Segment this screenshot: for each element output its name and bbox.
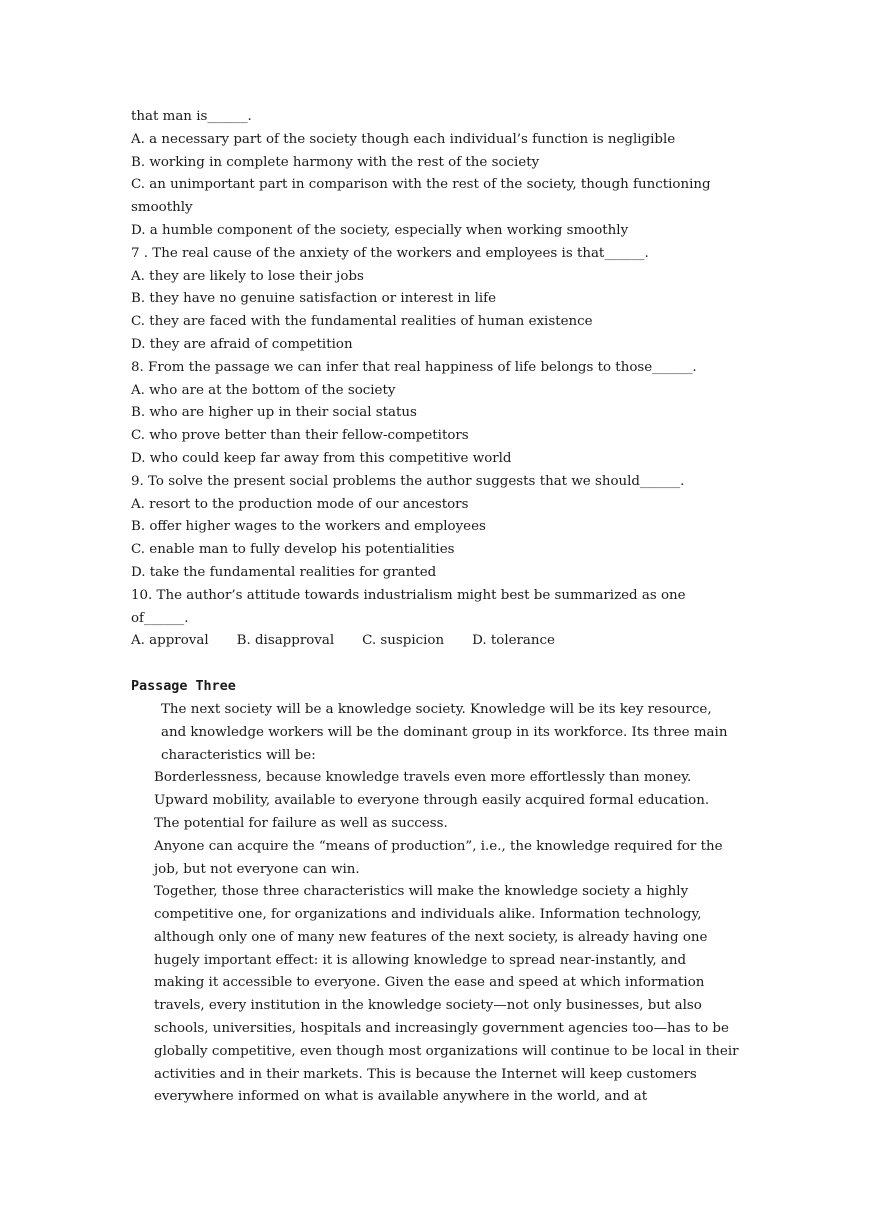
q10-options bbox=[131, 630, 739, 653]
q10-stem: 10. The author’s attitude towards industrialism might best be summarized as one of______. bbox=[131, 587, 686, 626]
q10-option-b: B. disapproval bbox=[236, 633, 335, 649]
passage-paragraph-6: Together, those three characteristics will make the knowledge society a highly competitive one, for organizations and individuals alike. Information technology, although only one of many new features of the next society, is already having one hugely important effect: it is allowing knowledge to spread near-instantly, and making it accessible to everyone. Given the ease and speed at which information travels, every institution in the knowledge society—not only businesses, but also schools, universities, hospitals and increasingly government agencies too—has to be globally competitive, even though most organizations will continue to be local in their activities and in their markets. This is because the Internet will keep customers everywhere informed on what is available anywhere in the world, and at bbox=[154, 884, 739, 1105]
q9-option-b: B. offer higher wages to the workers and employees bbox=[131, 519, 486, 535]
q9-option-c: C. enable man to fully develop his potentialities bbox=[131, 542, 455, 558]
document-page bbox=[131, 106, 739, 1109]
q10-option-d: D. tolerance bbox=[472, 633, 555, 649]
passage-paragraph-2: Borderlessness, because knowledge travels even more effortlessly than money. bbox=[154, 770, 692, 786]
q9-option-d: D. take the fundamental realities for granted bbox=[131, 564, 437, 580]
q8-option-a: A. who are at the bottom of the society bbox=[131, 382, 396, 398]
passage-paragraph-5: Anyone can acquire the “means of production”, i.e., the knowledge required for the job, but not everyone can win. bbox=[154, 838, 723, 877]
q8-option-d: D. who could keep far away from this competitive world bbox=[131, 450, 512, 466]
q10-option-a: A. approval bbox=[131, 633, 209, 649]
q7-stem: 7 . The real cause of the anxiety of the workers and employees is that______. bbox=[131, 245, 649, 261]
q9-option-a: A. resort to the production mode of our ancestors bbox=[131, 496, 469, 512]
passage-paragraph-4: The potential for failure as well as success. bbox=[154, 815, 448, 831]
passage-paragraph-3: Upward mobility, available to everyone through easily acquired formal education. bbox=[154, 793, 710, 809]
q6-option-c: C. an unimportant part in comparison with the rest of the society, though functioning smoothly bbox=[131, 177, 711, 216]
passage-title: Passage Three bbox=[131, 679, 236, 695]
q6-option-d: D. a humble component of the society, especially when working smoothly bbox=[131, 222, 629, 238]
section-gap bbox=[131, 653, 739, 676]
q7-option-c: C. they are faced with the fundamental realities of human existence bbox=[131, 314, 593, 330]
q10-option-c: C. suspicion bbox=[362, 633, 445, 649]
q8-option-c: C. who prove better than their fellow-competitors bbox=[131, 428, 469, 444]
q6-option-a: A. a necessary part of the society though each individual’s function is negligible bbox=[131, 131, 676, 147]
q7-option-d: D. they are afraid of competition bbox=[131, 336, 353, 352]
q8-option-b: B. who are higher up in their social status bbox=[131, 405, 417, 421]
q7-option-b: B. they have no genuine satisfaction or interest in life bbox=[131, 291, 497, 307]
passage-paragraph-1: The next society will be a knowledge society. Knowledge will be its key resource, and knowledge workers will be the dominant group in its workforce. Its three main characteristics will be: bbox=[161, 701, 728, 763]
q6-option-b: B. working in complete harmony with the rest of the society bbox=[131, 154, 540, 170]
q8-stem: 8. From the passage we can infer that real happiness of life belongs to those______. bbox=[131, 359, 697, 375]
q6-stem-tail: that man is______. bbox=[131, 109, 252, 124]
q9-stem: 9. To solve the present social problems the author suggests that we should______. bbox=[131, 473, 685, 489]
q7-option-a: A. they are likely to lose their jobs bbox=[131, 268, 364, 284]
